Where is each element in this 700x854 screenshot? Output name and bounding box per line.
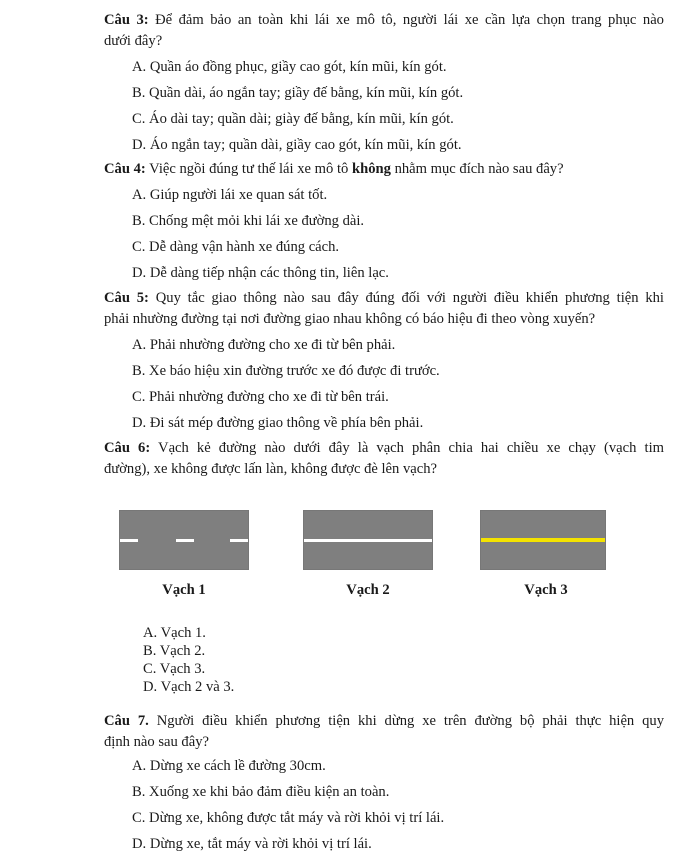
question-7-line-2: định nào sau đây?: [104, 734, 209, 750]
question-6-answer-b: B. Vạch 2.: [143, 643, 206, 659]
question-3-line-2: dưới đây?: [104, 33, 163, 49]
solid-yellow-line: [481, 538, 605, 542]
question-3-line-1: Câu 3: Để đảm bảo an toàn khi lái xe mô tô, người lái xe cần lựa chọn trang phục nào: [104, 12, 664, 28]
question-4-answer-b: B. Chống mệt mỏi khi lái xe đường dài.: [132, 213, 365, 229]
question-7-line-1: Câu 7. Người điều khiển phương tiện khi dừng xe trên đường bộ phải thực hiện quy: [104, 713, 665, 729]
question-3-answer-d: D. Áo ngắn tay; quần dài, giầy cao gót, kín mũi, kín gót.: [132, 137, 462, 153]
question-5-line-2: phải nhường đường tại nơi đường giao nhau không có báo hiệu đi theo vòng xuyến?: [104, 311, 596, 327]
question-4-answer-a: A. Giúp người lái xe quan sát tốt.: [132, 187, 328, 203]
question-7-number: Câu 7.: [104, 713, 149, 729]
caption-line-2: Vạch 2: [346, 582, 390, 598]
road-figure-1: [120, 511, 248, 569]
question-3-number: Câu 3:: [104, 12, 149, 28]
question-4-emphasis: không: [351, 161, 391, 177]
question-7-answer-a: A. Dừng xe cách lề đường 30cm.: [132, 758, 326, 774]
question-5-answer-d: D. Đi sát mép đường giao thông về phía bên phải.: [132, 415, 424, 431]
question-6-answer-d: D. Vạch 2 và 3.: [143, 679, 235, 695]
question-4-answer-c: C. Dễ dàng vận hành xe đúng cách.: [132, 239, 340, 255]
question-5-answer-c: C. Phải nhường đường cho xe đi từ bên trái.: [132, 389, 389, 405]
caption-line-1: Vạch 1: [162, 582, 206, 598]
dashed-white-line-segment: [120, 539, 138, 542]
question-7-answer-d: D. Dừng xe, tắt máy và rời khỏi vị trí lái.: [132, 836, 372, 852]
question-3-answer-c: C. Áo dài tay; quần dài; giày đế bằng, kín mũi, kín gót.: [132, 111, 454, 127]
question-6-line-2: đường), xe không được lấn làn, không được đè lên vạch?: [104, 461, 437, 477]
question-6-number: Câu 6:: [104, 440, 151, 456]
question-6-answer-a: A. Vạch 1.: [143, 625, 206, 641]
question-5-line-1: Câu 5: Quy tắc giao thông nào sau đây đúng đối với người điều khiển phương tiện khi: [104, 290, 664, 306]
question-7-answer-c: C. Dừng xe, không được tắt máy và rời khỏi vị trí lái.: [132, 810, 445, 826]
dashed-white-line-segment: [176, 539, 194, 542]
question-5-answer-a: A. Phải nhường đường cho xe đi từ bên phải.: [132, 337, 396, 353]
question-7-answer-b: B. Xuống xe khi bảo đảm điều kiện an toàn.: [132, 784, 390, 800]
question-4-line-1: Câu 4: Việc ngồi đúng tư thế lái xe mô tô không nhằm mục đích nào sau đây?: [104, 161, 564, 177]
question-6-line-1: Câu 6: Vạch kẻ đường nào dưới đây là vạch phân chia hai chiều xe chạy (vạch tim: [104, 440, 664, 456]
solid-white-line: [304, 539, 432, 542]
road-figure-3: [481, 511, 605, 569]
question-5-answer-b: B. Xe báo hiệu xin đường trước xe đó được đi trước.: [132, 363, 440, 379]
dashed-white-line-segment: [230, 539, 248, 542]
question-3-answer-b: B. Quần dài, áo ngắn tay; giầy đế bằng, kín mũi, kín gót.: [132, 85, 464, 101]
question-4-answer-d: D. Dễ dàng tiếp nhận các thông tin, liên lạc.: [132, 265, 389, 281]
caption-line-3: Vạch 3: [524, 582, 568, 598]
question-3-answer-a: A. Quần áo đồng phục, giầy cao gót, kín mũi, kín gót.: [132, 59, 447, 75]
question-4-number: Câu 4:: [104, 161, 146, 177]
road-figure-2: [304, 511, 432, 569]
question-5-number: Câu 5:: [104, 290, 149, 306]
question-6-answer-c: C. Vạch 3.: [143, 661, 206, 677]
